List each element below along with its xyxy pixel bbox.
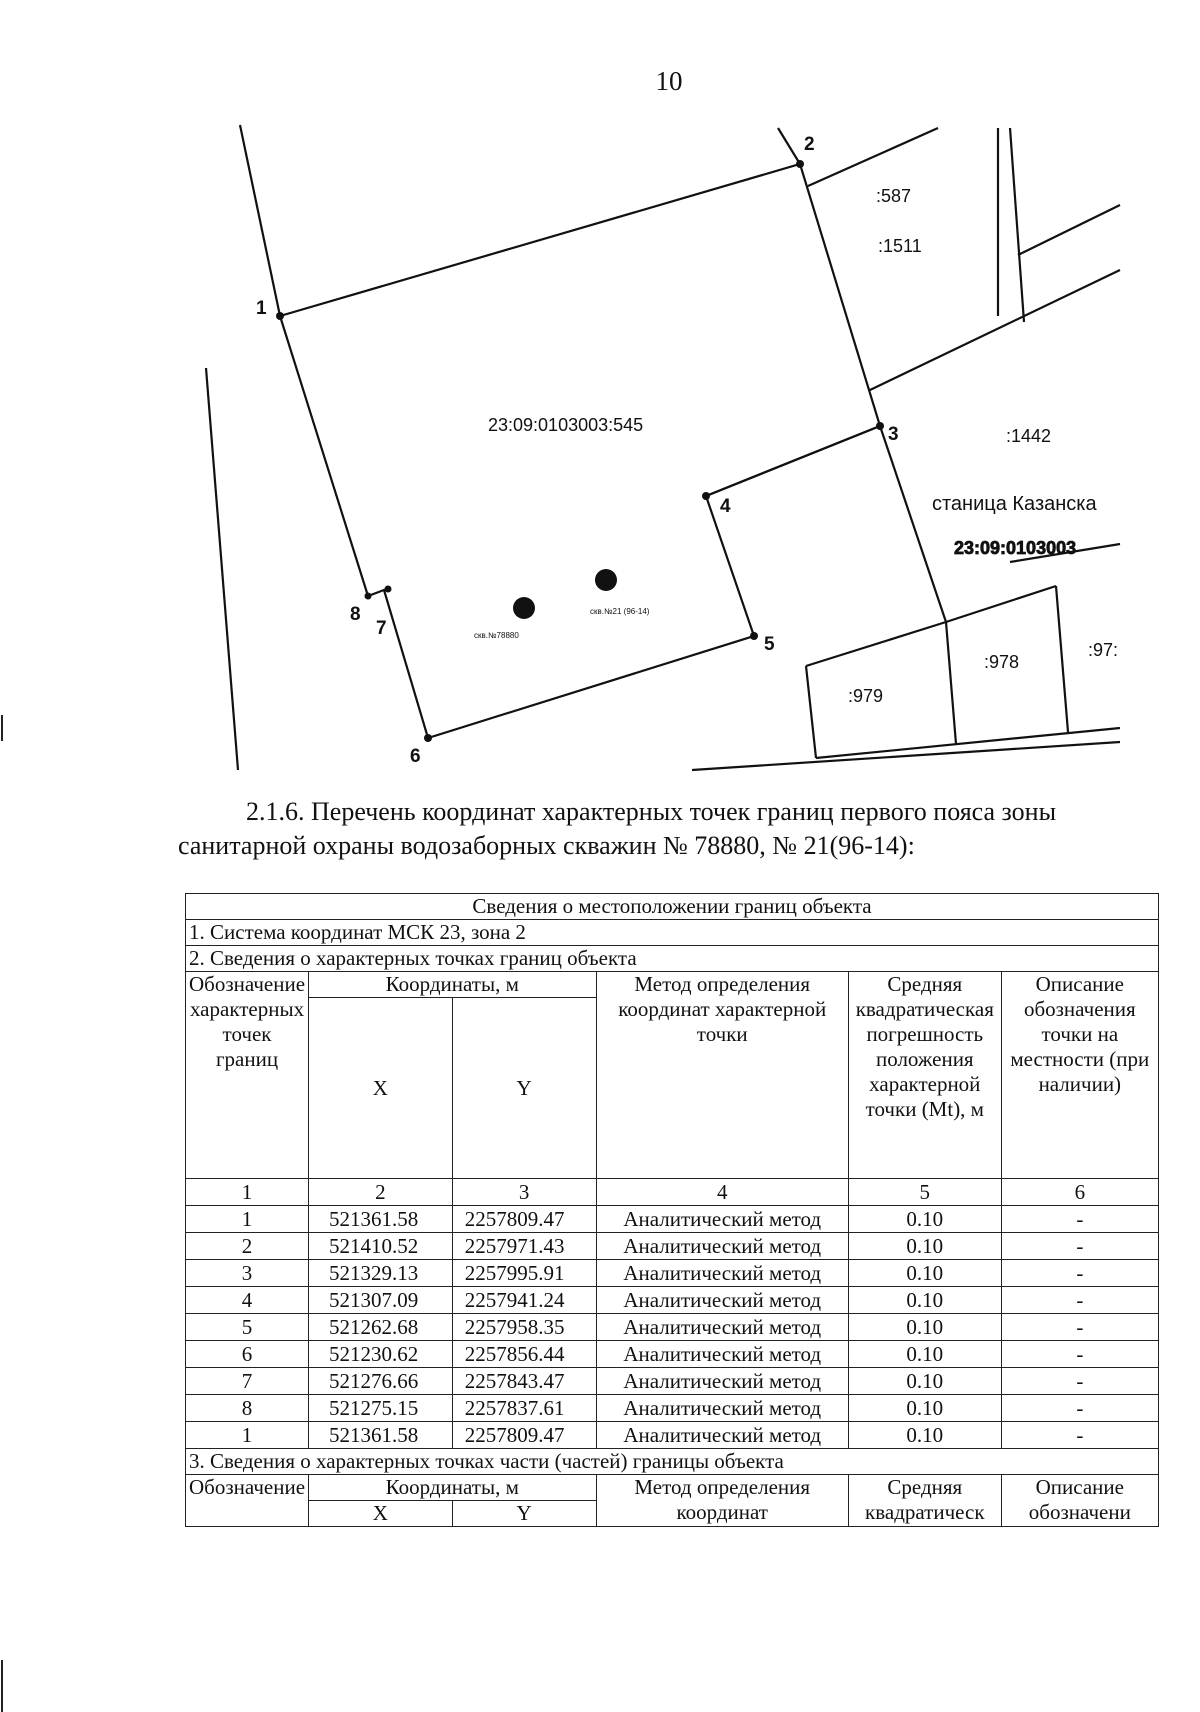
table-row	[186, 1341, 1159, 1368]
row-point: 4	[186, 1287, 309, 1314]
row-x: 521361.58	[309, 1422, 453, 1449]
part-header-method: Метод определения координат	[596, 1475, 848, 1527]
header-description: Описание обозначения точки на местности (при наличии)	[1001, 972, 1158, 1179]
row-y: 2257856.44	[452, 1341, 596, 1368]
well-21-marker	[595, 569, 617, 591]
row-y: 2257809.47	[452, 1206, 596, 1233]
boundary-points-row: 2. Сведения о характерных точках границ объекта	[186, 946, 1159, 972]
point-label-4: 4	[720, 496, 731, 517]
col-number: 1	[186, 1179, 309, 1206]
point-label-7: 7	[376, 618, 387, 639]
row-method: Аналитический метод	[596, 1368, 848, 1395]
row-method: Аналитический метод	[596, 1314, 848, 1341]
point-label-8: 8	[350, 604, 361, 625]
point-4-marker	[702, 492, 710, 500]
table-row	[186, 1206, 1159, 1233]
row-error: 0.10	[848, 1260, 1001, 1287]
point-2-marker	[796, 160, 804, 168]
header-method: Метод определения координат характерной точки	[596, 972, 848, 1179]
cadastral-map	[0, 100, 1200, 780]
header-coords: Координаты, м	[309, 972, 596, 998]
point-3-marker	[876, 422, 884, 430]
header-error: Средняя квадратическая погрешность положения характерной точки (Mt), м	[848, 972, 1001, 1179]
page-number: 10	[655, 66, 683, 96]
table-row	[186, 1368, 1159, 1395]
table-row	[186, 1422, 1159, 1449]
block-id-label: 23:09:0103003	[954, 538, 1077, 558]
row-desc: -	[1001, 1395, 1158, 1422]
point-7-marker	[385, 586, 392, 593]
table-row	[186, 1287, 1159, 1314]
row-method: Аналитический метод	[596, 1206, 848, 1233]
row-error: 0.10	[848, 1422, 1001, 1449]
part-header-coords: Координаты, м	[309, 1475, 596, 1501]
row-x: 521410.52	[309, 1233, 453, 1260]
row-error: 0.10	[848, 1368, 1001, 1395]
row-x: 521275.15	[309, 1395, 453, 1422]
row-desc: -	[1001, 1287, 1158, 1314]
scan-edge-mark	[1, 1660, 3, 1712]
row-point: 1	[186, 1422, 309, 1449]
part-header-description: Описание обозначени	[1001, 1475, 1158, 1527]
row-method: Аналитический метод	[596, 1341, 848, 1368]
row-x: 521230.62	[309, 1341, 453, 1368]
neighbor-97-label: :97:	[1088, 640, 1119, 660]
point-label-2: 2	[804, 134, 815, 155]
row-desc: -	[1001, 1260, 1158, 1287]
point-5-marker	[750, 632, 758, 640]
parcel-id-label: 23:09:0103003:545	[488, 415, 644, 435]
row-point: 8	[186, 1395, 309, 1422]
row-point: 6	[186, 1341, 309, 1368]
row-error: 0.10	[848, 1395, 1001, 1422]
row-point: 1	[186, 1206, 309, 1233]
header-y: Y	[452, 998, 596, 1179]
row-desc: -	[1001, 1233, 1158, 1260]
row-point: 5	[186, 1314, 309, 1341]
point-label-6: 6	[410, 746, 421, 767]
col-number: 6	[1001, 1179, 1158, 1206]
col-number: 2	[309, 1179, 453, 1206]
row-y: 2257941.24	[452, 1287, 596, 1314]
coordinates-table	[185, 893, 1159, 1527]
row-desc: -	[1001, 1368, 1158, 1395]
point-label-1: 1	[256, 298, 267, 319]
row-y: 2257995.91	[452, 1260, 596, 1287]
row-error: 0.10	[848, 1314, 1001, 1341]
well-21-label: скв.№21 (96-14)	[590, 607, 650, 616]
neighbor-1511-label: :1511	[878, 236, 922, 256]
col-number: 4	[596, 1179, 848, 1206]
row-point: 2	[186, 1233, 309, 1260]
section-heading	[178, 795, 1158, 863]
neighbor-587-label: :587	[876, 186, 912, 206]
part-points-row: 3. Сведения о характерных точках части (частей) границы объекта	[186, 1449, 1159, 1475]
table-title: Сведения о местоположении границ объекта	[186, 894, 1159, 920]
table-row	[186, 1260, 1159, 1287]
row-method: Аналитический метод	[596, 1287, 848, 1314]
table-row	[186, 1395, 1159, 1422]
section-heading-text: 2.1.6. Перечень координат характерных точек границ первого пояса зоны санитарной охраны водозаборных скважин № 78880, № 21(96-14):	[178, 797, 1057, 860]
row-y: 2257971.43	[452, 1233, 596, 1260]
row-method: Аналитический метод	[596, 1395, 848, 1422]
well-78880-marker	[513, 597, 535, 619]
part-header-y: Y	[452, 1501, 596, 1527]
row-method: Аналитический метод	[596, 1260, 848, 1287]
row-point: 7	[186, 1368, 309, 1395]
row-x: 521361.58	[309, 1206, 453, 1233]
point-8-marker	[365, 593, 372, 600]
row-x: 521262.68	[309, 1314, 453, 1341]
row-error: 0.10	[848, 1341, 1001, 1368]
neighbor-978-label: :978	[984, 652, 1020, 672]
part-header-error: Средняя квадратическ	[848, 1475, 1001, 1527]
row-y: 2257958.35	[452, 1314, 596, 1341]
col-number: 5	[848, 1179, 1001, 1206]
row-x: 521307.09	[309, 1287, 453, 1314]
row-desc: -	[1001, 1314, 1158, 1341]
row-error: 0.10	[848, 1233, 1001, 1260]
row-x: 521329.13	[309, 1260, 453, 1287]
scan-edge-mark	[1, 715, 3, 741]
row-desc: -	[1001, 1206, 1158, 1233]
row-y: 2257809.47	[452, 1422, 596, 1449]
table-row	[186, 1314, 1159, 1341]
row-error: 0.10	[848, 1206, 1001, 1233]
col-number: 3	[452, 1179, 596, 1206]
neighbor-1442-label: :1442	[1006, 426, 1052, 446]
point-6-marker	[424, 734, 432, 742]
neighbor-979-label: :979	[848, 686, 884, 706]
row-y: 2257837.61	[452, 1395, 596, 1422]
point-label-3: 3	[888, 424, 899, 445]
row-point: 3	[186, 1260, 309, 1287]
coordinate-system-row: 1. Система координат МСК 23, зона 2	[186, 920, 1159, 946]
part-header-x: X	[309, 1501, 453, 1527]
row-error: 0.10	[848, 1287, 1001, 1314]
part-header-designation: Обозначение	[186, 1475, 309, 1527]
parcel-boundary	[280, 164, 880, 738]
locality-label: станица Казанска	[932, 493, 1097, 515]
point-label-5: 5	[764, 634, 775, 655]
row-method: Аналитический метод	[596, 1422, 848, 1449]
well-78880-label: скв.№78880	[474, 631, 519, 640]
row-y: 2257843.47	[452, 1368, 596, 1395]
row-desc: -	[1001, 1422, 1158, 1449]
row-x: 521276.66	[309, 1368, 453, 1395]
point-1-marker	[276, 312, 284, 320]
header-x: X	[309, 998, 453, 1179]
table-row	[186, 1233, 1159, 1260]
row-desc: -	[1001, 1341, 1158, 1368]
header-designation: Обозначение характерных точек границ	[186, 972, 309, 1179]
row-method: Аналитический метод	[596, 1233, 848, 1260]
